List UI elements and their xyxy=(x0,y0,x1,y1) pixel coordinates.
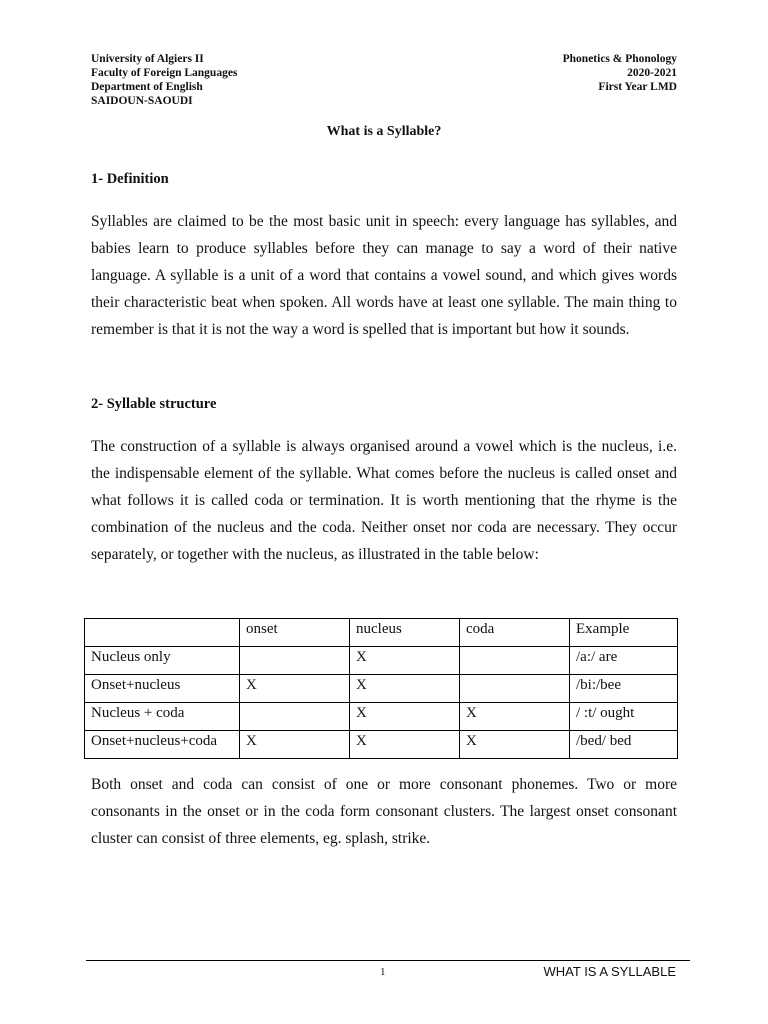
table-header-cell xyxy=(85,619,240,647)
level: First Year LMD xyxy=(598,81,677,93)
table-header-cell: onset xyxy=(240,619,350,647)
table-cell: /bi:/bee xyxy=(570,675,678,703)
footer-title: WHAT IS A SYLLABLE xyxy=(543,964,676,979)
table-header-cell: nucleus xyxy=(350,619,460,647)
author-name: SAIDOUN-SAOUDI xyxy=(91,95,193,107)
section-heading-definition: 1- Definition xyxy=(91,171,169,187)
table-cell: Onset+nucleus xyxy=(85,675,240,703)
clusters-paragraph: Both onset and coda can consist of one or more consonant phonemes. Two or more consonants in the onset or in the coda form consonant clusters. The largest onset consonant cluster can consist of three elements, eg. splash, strike. xyxy=(91,776,677,847)
table-cell: /a:/ are xyxy=(570,647,678,675)
table-row xyxy=(85,675,678,703)
table-cell xyxy=(240,703,350,731)
faculty-name: Faculty of Foreign Languages xyxy=(91,67,238,79)
table-row xyxy=(85,703,678,731)
table-cell: Nucleus + coda xyxy=(85,703,240,731)
table-header-row xyxy=(85,619,678,647)
academic-year: 2020-2021 xyxy=(627,67,677,79)
university-name: University of Algiers II xyxy=(91,53,204,65)
table-header-cell: coda xyxy=(460,619,570,647)
table-cell: X xyxy=(240,731,350,759)
table-cell: X xyxy=(460,731,570,759)
table-cell xyxy=(460,675,570,703)
table-cell: X xyxy=(350,703,460,731)
course-name: Phonetics & Phonology xyxy=(562,53,677,65)
definition-paragraph: Syllables are claimed to be the most basic unit in speech: every language has syllables, and babies learn to produce syllables before they can manage to say a word of their native language. A syllable is a unit of a word that contains a vowel sound, and which gives words their characteristic beat when spoken. All words have at least one syllable. The main thing to remember is that it is not the way a word is spelled that is important but how it sounds. xyxy=(91,213,677,338)
table-cell: X xyxy=(240,675,350,703)
syllable-table xyxy=(84,618,678,759)
section-heading-structure: 2- Syllable structure xyxy=(91,396,217,412)
table-header-cell: Example xyxy=(570,619,678,647)
table-cell: X xyxy=(460,703,570,731)
structure-paragraph: The construction of a syllable is always organised around a vowel which is the nucleus, i.e. the indispensable element of the syllable. What comes before the nucleus is called onset and what follows it is called coda or termination. It is worth mentioning that the rhyme is the combination of the nucleus and the coda. Neither onset nor coda are necessary. They occur separately, or together with the nucleus, as illustrated in the table below: xyxy=(91,438,677,563)
table-cell xyxy=(240,647,350,675)
course-block xyxy=(563,52,677,94)
department-name: Department of English xyxy=(91,81,203,93)
table-cell: / :t/ ought xyxy=(570,703,678,731)
institution-block xyxy=(91,52,237,108)
table-row xyxy=(85,731,678,759)
page-number: 1 xyxy=(380,966,386,978)
table-cell xyxy=(460,647,570,675)
table-cell: Onset+nucleus+coda xyxy=(85,731,240,759)
footer-divider xyxy=(86,960,690,961)
table-cell: Nucleus only xyxy=(85,647,240,675)
page-title: What is a Syllable? xyxy=(326,124,442,139)
table-cell: X xyxy=(350,647,460,675)
table-row xyxy=(85,647,678,675)
table-cell: X xyxy=(350,731,460,759)
table-cell: /bed/ bed xyxy=(570,731,678,759)
table-cell: X xyxy=(350,675,460,703)
